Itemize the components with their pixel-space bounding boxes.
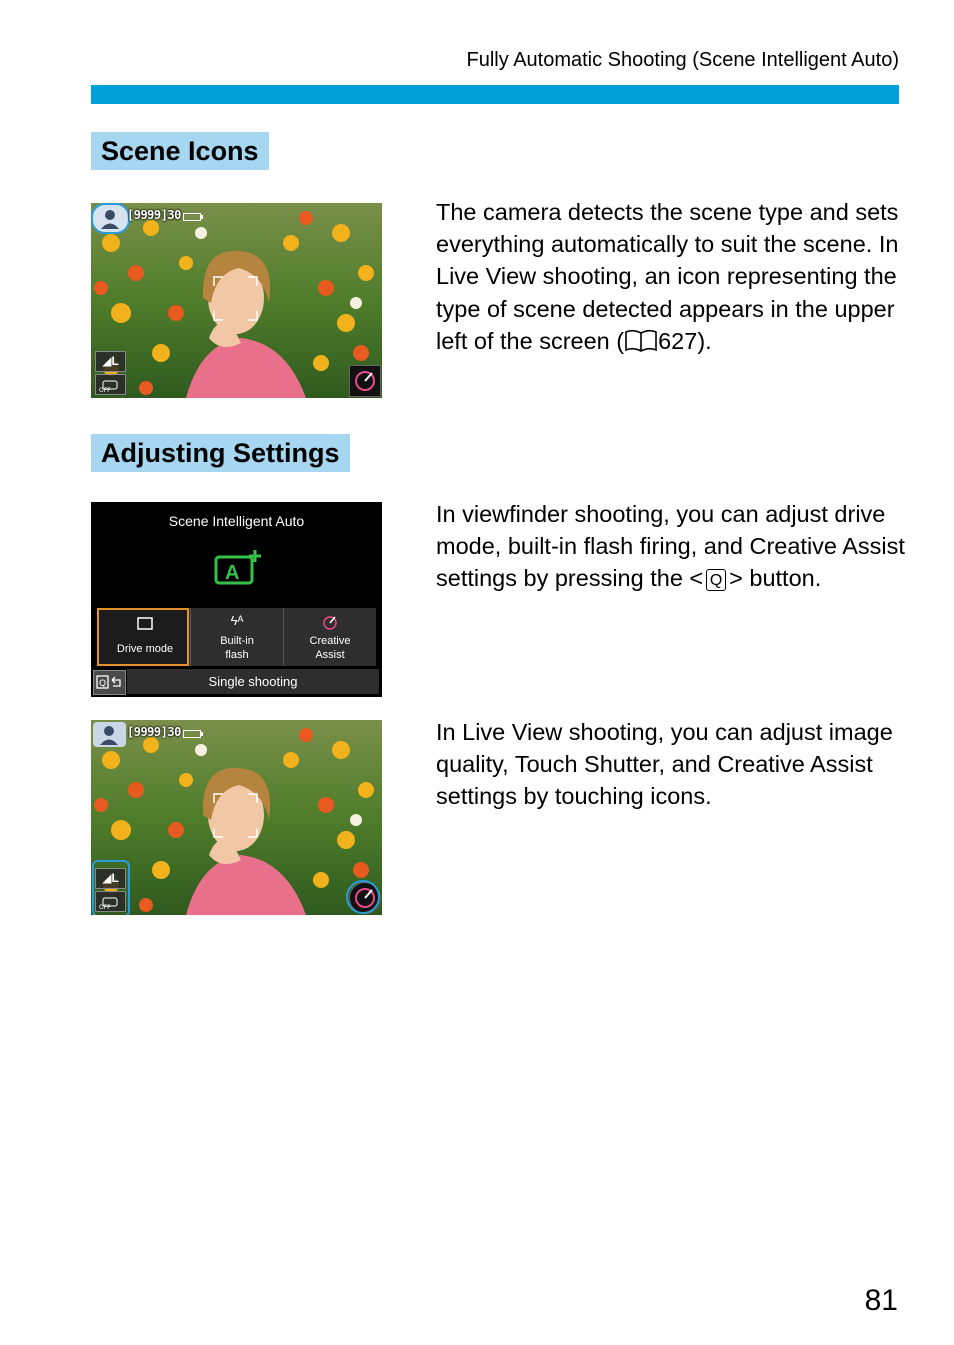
creative-assist-highlight-ring (346, 880, 380, 914)
svg-text:OFF: OFF (99, 387, 111, 394)
q-button-icon (706, 569, 726, 591)
scene-intelligent-auto-icon (213, 548, 263, 588)
scene-icons-description (436, 196, 906, 357)
viewfinder-text: In viewfinder shooting, you can adjust drive mode, built-in flash firing, and Creative Assist settings by pressing the < (436, 501, 905, 592)
svg-text:Q: Q (99, 679, 107, 689)
shots-remaining: [9999]30 (127, 208, 181, 222)
qmenu-selected-value: Single shooting (127, 669, 379, 694)
live-view-adjust-description: In Live View shooting, you can adjust image quality, Touch Shutter, and Creative Assist settings by touching icons. (436, 719, 893, 810)
qmenu-items (97, 608, 376, 666)
qmenu-item-creative-assist[interactable] (283, 608, 376, 666)
page-number: 81 (864, 1284, 898, 1317)
face-detection-frame (213, 276, 258, 321)
drive-single-icon (99, 616, 191, 634)
battery-icon (183, 730, 201, 738)
header-accent-bar (91, 85, 899, 104)
book-icon (624, 329, 658, 353)
section-title-adjusting-settings: Adjusting Settings (91, 434, 350, 472)
flash-auto-icon: ϟᴬ (230, 613, 244, 628)
qmenu-item-drive-mode[interactable] (97, 608, 189, 666)
creative-assist-icon (284, 614, 376, 632)
svg-text:A: A (225, 562, 240, 584)
touch-icons-highlight-ring (92, 860, 130, 915)
quick-control-screen (91, 502, 382, 697)
viewfinder-text-tail: > button. (729, 565, 822, 592)
image-quality-icon[interactable]: ◢L (95, 351, 126, 372)
scene-portrait-icon[interactable] (93, 722, 126, 747)
qmenu-item-label-line2: Assist (315, 649, 345, 661)
scene-icons-text: The camera detects the scene type and sets everything automatically to suit the scene. In Live View shooting, an icon representing the type of scene detected appears in the upper left of the screen ( (436, 199, 899, 354)
viewfinder-adjust-description (436, 498, 906, 595)
scene-icons-text-tail: ). (697, 327, 712, 354)
q-key-label: Q (709, 572, 723, 590)
qmenu-item-label: Drive mode (116, 643, 174, 655)
qmenu-item-label-line1: Built-in (220, 635, 254, 647)
qmenu-item-built-in-flash[interactable] (190, 608, 283, 666)
scene-portrait-icon[interactable] (91, 203, 130, 234)
face-detection-frame (213, 793, 258, 838)
qmenu-back-button[interactable] (93, 670, 126, 695)
image-quality-icon[interactable]: ◢L (95, 868, 126, 889)
qmenu-item-label-line1: Creative (309, 635, 351, 647)
touch-shutter-off-icon[interactable] (95, 374, 126, 395)
qmenu-item-label-line2: flash (225, 649, 249, 661)
qmenu-title: Scene Intelligent Auto (168, 513, 305, 529)
page-reference[interactable]: 627 (658, 327, 698, 354)
section-title-scene-icons: Scene Icons (91, 132, 269, 170)
svg-text:OFF: OFF (99, 904, 111, 911)
creative-assist-icon[interactable] (349, 365, 381, 397)
live-view-screen-touch-icons (91, 720, 382, 915)
battery-icon (183, 213, 201, 221)
shots-remaining: [9999]30 (127, 725, 181, 739)
running-head: Fully Automatic Shooting (Scene Intelligent Auto) (466, 49, 899, 71)
live-view-screen-scene-icon (91, 203, 382, 398)
